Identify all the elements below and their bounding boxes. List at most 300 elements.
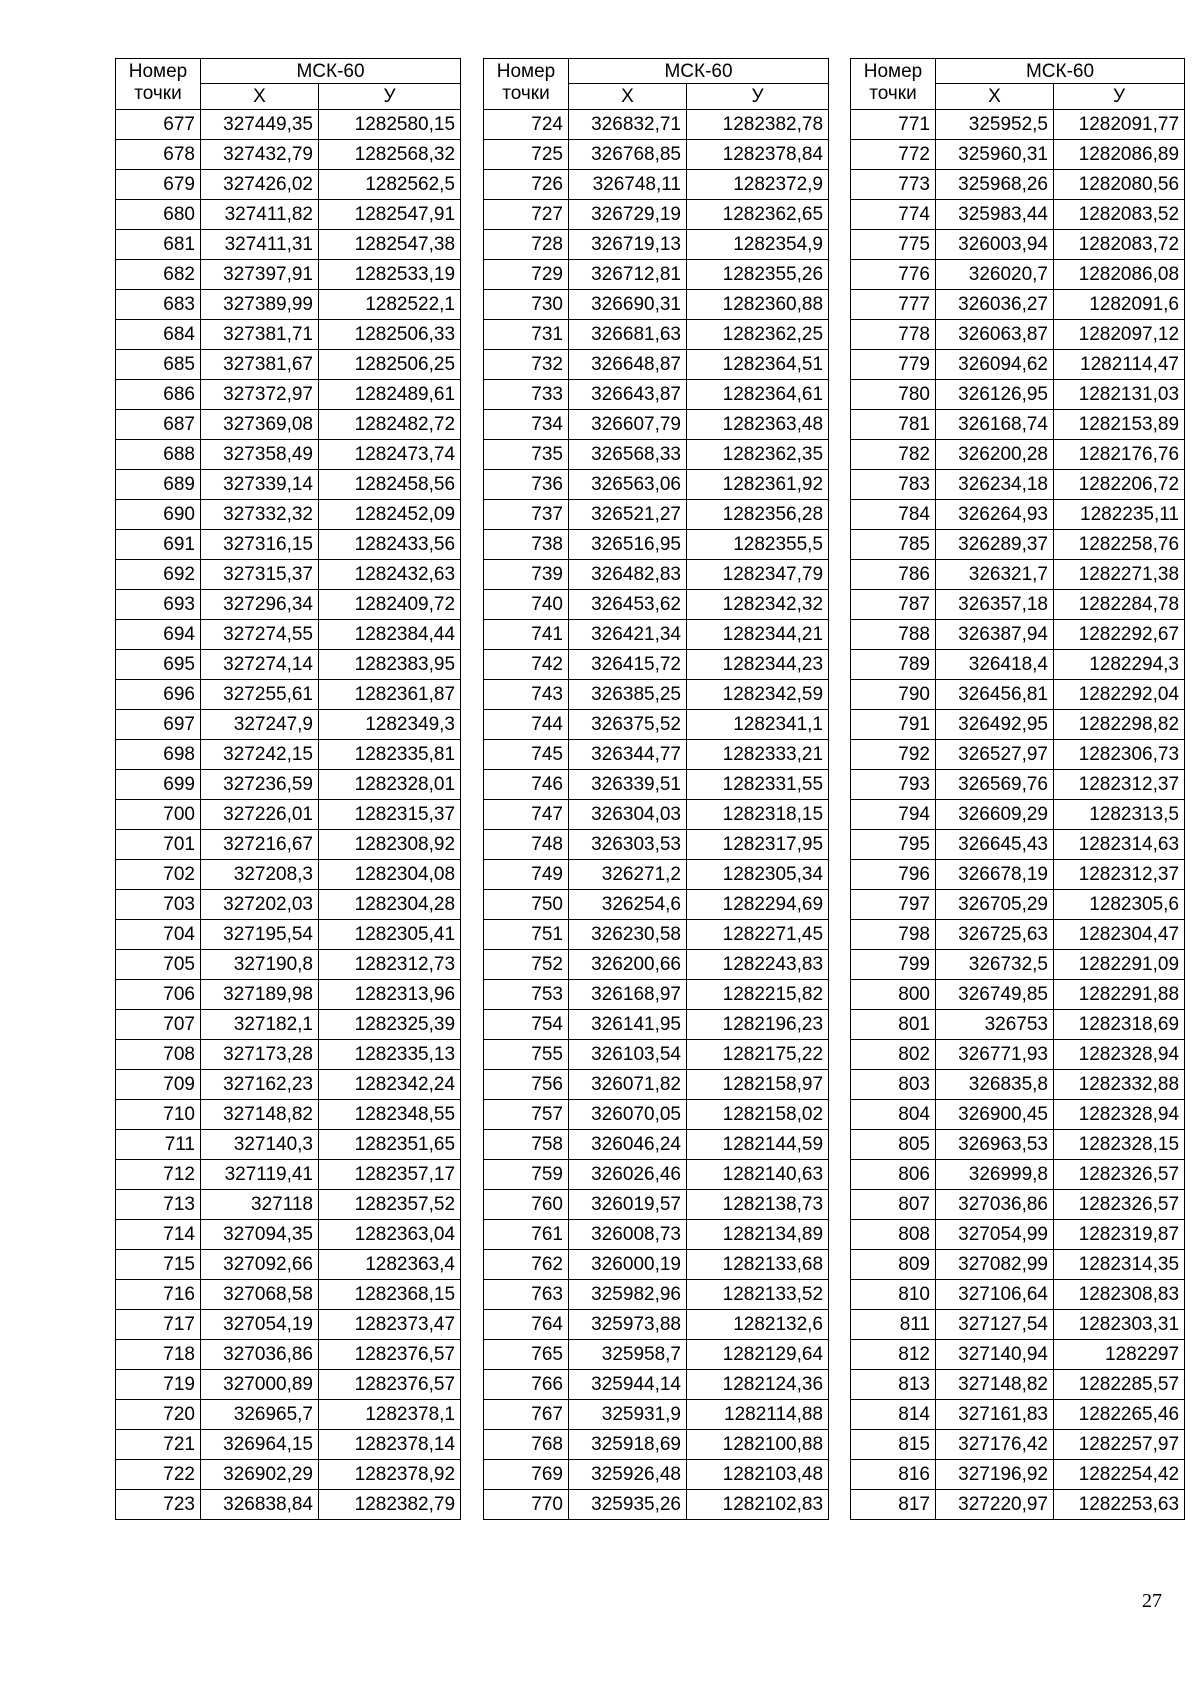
point-number-cell: 778 — [851, 320, 936, 350]
x-coordinate-cell: 325960,31 — [936, 140, 1054, 170]
y-coordinate-cell: 1282297 — [1054, 1340, 1185, 1370]
y-coordinate-cell: 1282097,12 — [1054, 320, 1185, 350]
point-number-cell: 696 — [116, 680, 201, 710]
y-coordinate-cell: 1282083,72 — [1054, 230, 1185, 260]
x-coordinate-cell: 327389,99 — [201, 290, 319, 320]
coordinate-system-header: МСК-60 — [201, 59, 461, 84]
y-coordinate-cell: 1282265,46 — [1054, 1400, 1185, 1430]
point-number-cell: 748 — [484, 830, 569, 860]
table-row — [116, 1010, 461, 1040]
point-number-cell: 687 — [116, 410, 201, 440]
table-row — [484, 440, 829, 470]
table-row — [851, 140, 1185, 170]
point-number-cell: 697 — [116, 710, 201, 740]
point-number-label: Номер точки — [863, 61, 923, 104]
x-coordinate-cell: 326070,05 — [569, 1100, 687, 1130]
point-number-cell: 735 — [484, 440, 569, 470]
coordinates-table-1 — [115, 58, 461, 1520]
x-coordinate-cell: 326046,24 — [569, 1130, 687, 1160]
x-coordinate-cell: 327255,61 — [201, 680, 319, 710]
x-coordinate-cell: 327161,83 — [936, 1400, 1054, 1430]
table-row — [851, 380, 1185, 410]
table-row — [116, 1160, 461, 1190]
x-coordinate-cell: 327189,98 — [201, 980, 319, 1010]
table-row — [116, 410, 461, 440]
table-row — [116, 470, 461, 500]
x-coordinate-cell: 327316,15 — [201, 530, 319, 560]
point-number-cell: 769 — [484, 1460, 569, 1490]
table-row — [851, 680, 1185, 710]
x-coordinate-cell: 327094,35 — [201, 1220, 319, 1250]
x-coordinate-cell: 326963,53 — [936, 1130, 1054, 1160]
x-coordinate-cell: 327036,86 — [201, 1340, 319, 1370]
y-coordinate-cell: 1282473,74 — [319, 440, 461, 470]
table-row — [851, 740, 1185, 770]
x-coordinate-cell: 326418,4 — [936, 650, 1054, 680]
table-row — [851, 1100, 1185, 1130]
y-coordinate-cell: 1282384,44 — [319, 620, 461, 650]
table-row — [484, 470, 829, 500]
y-coordinate-cell: 1282318,15 — [687, 800, 829, 830]
x-coordinate-cell: 326563,06 — [569, 470, 687, 500]
x-coordinate-cell: 326712,81 — [569, 260, 687, 290]
table-row — [851, 1010, 1185, 1040]
point-number-cell: 734 — [484, 410, 569, 440]
point-number-cell: 764 — [484, 1310, 569, 1340]
y-coordinate-cell: 1282100,88 — [687, 1430, 829, 1460]
table-row — [484, 500, 829, 530]
x-coordinate-cell: 327202,03 — [201, 890, 319, 920]
point-number-cell: 783 — [851, 470, 936, 500]
y-coordinate-cell: 1282364,51 — [687, 350, 829, 380]
table-row — [851, 200, 1185, 230]
x-coordinate-cell: 327381,67 — [201, 350, 319, 380]
y-coordinate-cell: 1282372,9 — [687, 170, 829, 200]
x-coordinate-cell: 326003,94 — [936, 230, 1054, 260]
x-coordinate-cell: 326141,95 — [569, 1010, 687, 1040]
point-number-cell: 689 — [116, 470, 201, 500]
point-number-cell: 812 — [851, 1340, 936, 1370]
point-number-cell: 787 — [851, 590, 936, 620]
x-coordinate-cell: 326607,79 — [569, 410, 687, 440]
point-number-cell: 750 — [484, 890, 569, 920]
table-row — [116, 890, 461, 920]
table-row — [116, 530, 461, 560]
x-coordinate-cell: 327176,42 — [936, 1430, 1054, 1460]
table-row — [851, 1310, 1185, 1340]
point-number-cell: 731 — [484, 320, 569, 350]
table-row — [851, 320, 1185, 350]
x-coordinate-cell: 326569,76 — [936, 770, 1054, 800]
x-column-header: Х — [569, 84, 687, 110]
x-coordinate-cell: 327432,79 — [201, 140, 319, 170]
x-coordinate-cell: 326008,73 — [569, 1220, 687, 1250]
point-number-cell: 794 — [851, 800, 936, 830]
y-coordinate-cell: 1282317,95 — [687, 830, 829, 860]
point-number-cell: 801 — [851, 1010, 936, 1040]
x-coordinate-cell: 326020,7 — [936, 260, 1054, 290]
x-coordinate-cell: 326492,95 — [936, 710, 1054, 740]
x-coordinate-cell: 326748,11 — [569, 170, 687, 200]
point-number-cell: 695 — [116, 650, 201, 680]
point-number-cell: 796 — [851, 860, 936, 890]
point-number-cell: 770 — [484, 1490, 569, 1520]
table-row — [851, 110, 1185, 140]
y-coordinate-cell: 1282376,57 — [319, 1340, 461, 1370]
point-number-cell: 814 — [851, 1400, 936, 1430]
x-coordinate-cell: 327449,35 — [201, 110, 319, 140]
y-coordinate-cell: 1282382,79 — [319, 1490, 461, 1520]
x-coordinate-cell: 327000,89 — [201, 1370, 319, 1400]
table-row — [484, 200, 829, 230]
x-coordinate-cell: 327196,92 — [936, 1460, 1054, 1490]
y-coordinate-cell: 1282253,63 — [1054, 1490, 1185, 1520]
table-row — [116, 1070, 461, 1100]
table-row — [851, 1460, 1185, 1490]
table-row — [116, 290, 461, 320]
y-coordinate-cell: 1282312,37 — [1054, 860, 1185, 890]
point-number-cell: 786 — [851, 560, 936, 590]
table-row — [484, 650, 829, 680]
point-number-cell: 699 — [116, 770, 201, 800]
y-coordinate-cell: 1282533,19 — [319, 260, 461, 290]
table-row — [116, 1370, 461, 1400]
y-coordinate-cell: 1282489,61 — [319, 380, 461, 410]
point-number-cell: 738 — [484, 530, 569, 560]
table-row — [851, 950, 1185, 980]
y-coordinate-cell: 1282318,69 — [1054, 1010, 1185, 1040]
y-coordinate-cell: 1282328,01 — [319, 770, 461, 800]
y-coordinate-cell: 1282243,83 — [687, 950, 829, 980]
y-coordinate-cell: 1282506,33 — [319, 320, 461, 350]
point-number-cell: 730 — [484, 290, 569, 320]
table-row — [484, 1400, 829, 1430]
x-coordinate-cell: 325973,88 — [569, 1310, 687, 1340]
point-number-cell: 762 — [484, 1250, 569, 1280]
x-coordinate-cell: 327140,94 — [936, 1340, 1054, 1370]
table-row — [851, 1220, 1185, 1250]
x-column-header: Х — [201, 84, 319, 110]
x-coordinate-cell: 327119,41 — [201, 1160, 319, 1190]
y-coordinate-cell: 1282298,82 — [1054, 710, 1185, 740]
y-coordinate-cell: 1282348,55 — [319, 1100, 461, 1130]
table-row — [851, 1400, 1185, 1430]
x-coordinate-cell: 327054,99 — [936, 1220, 1054, 1250]
table-row — [851, 290, 1185, 320]
point-number-cell: 736 — [484, 470, 569, 500]
table-row — [484, 170, 829, 200]
point-number-cell: 781 — [851, 410, 936, 440]
x-coordinate-cell: 327369,08 — [201, 410, 319, 440]
table-row — [484, 800, 829, 830]
point-number-cell: 742 — [484, 650, 569, 680]
point-number-cell: 682 — [116, 260, 201, 290]
point-number-cell: 714 — [116, 1220, 201, 1250]
table-row — [851, 1040, 1185, 1070]
point-number-cell: 791 — [851, 710, 936, 740]
y-coordinate-cell: 1282303,31 — [1054, 1310, 1185, 1340]
y-coordinate-cell: 1282360,88 — [687, 290, 829, 320]
x-coordinate-cell: 325968,26 — [936, 170, 1054, 200]
y-coordinate-cell: 1282292,04 — [1054, 680, 1185, 710]
table-row — [116, 860, 461, 890]
x-coordinate-cell: 326643,87 — [569, 380, 687, 410]
x-coordinate-cell: 326768,85 — [569, 140, 687, 170]
table-row — [116, 1280, 461, 1310]
y-coordinate-cell: 1282292,67 — [1054, 620, 1185, 650]
point-number-cell: 722 — [116, 1460, 201, 1490]
point-number-cell: 772 — [851, 140, 936, 170]
table-row — [851, 890, 1185, 920]
x-coordinate-cell: 326415,72 — [569, 650, 687, 680]
y-coordinate-cell: 1282254,42 — [1054, 1460, 1185, 1490]
point-number-cell: 810 — [851, 1280, 936, 1310]
x-coordinate-cell: 326729,19 — [569, 200, 687, 230]
table-row — [484, 380, 829, 410]
x-coordinate-cell: 325926,48 — [569, 1460, 687, 1490]
point-number-cell: 755 — [484, 1040, 569, 1070]
x-coordinate-cell: 326200,66 — [569, 950, 687, 980]
y-coordinate-cell: 1282131,03 — [1054, 380, 1185, 410]
y-coordinate-cell: 1282357,52 — [319, 1190, 461, 1220]
y-coordinate-cell: 1282312,73 — [319, 950, 461, 980]
table-row — [851, 230, 1185, 260]
table-row — [484, 260, 829, 290]
point-number-cell: 723 — [116, 1490, 201, 1520]
y-coordinate-cell: 1282357,17 — [319, 1160, 461, 1190]
table-row — [116, 350, 461, 380]
table-row — [484, 1010, 829, 1040]
point-number-cell: 774 — [851, 200, 936, 230]
x-coordinate-cell: 326234,18 — [936, 470, 1054, 500]
y-coordinate-cell: 1282306,73 — [1054, 740, 1185, 770]
point-number-cell: 703 — [116, 890, 201, 920]
table-row — [116, 620, 461, 650]
y-coordinate-cell: 1282133,68 — [687, 1250, 829, 1280]
y-coordinate-cell: 1282133,52 — [687, 1280, 829, 1310]
table-row — [116, 230, 461, 260]
table-row — [484, 110, 829, 140]
x-coordinate-cell: 326303,53 — [569, 830, 687, 860]
x-coordinate-cell: 326999,8 — [936, 1160, 1054, 1190]
point-number-cell: 773 — [851, 170, 936, 200]
point-number-cell: 817 — [851, 1490, 936, 1520]
point-number-cell: 757 — [484, 1100, 569, 1130]
point-number-cell: 728 — [484, 230, 569, 260]
x-coordinate-cell: 325918,69 — [569, 1430, 687, 1460]
table-row — [851, 770, 1185, 800]
x-coordinate-cell: 326264,93 — [936, 500, 1054, 530]
y-coordinate-cell: 1282140,63 — [687, 1160, 829, 1190]
y-coordinate-cell: 1282362,65 — [687, 200, 829, 230]
y-coordinate-cell: 1282258,76 — [1054, 530, 1185, 560]
y-coordinate-cell: 1282522,1 — [319, 290, 461, 320]
y-coordinate-cell: 1282080,56 — [1054, 170, 1185, 200]
table-row — [484, 410, 829, 440]
table-row — [484, 1160, 829, 1190]
table-row — [116, 1040, 461, 1070]
table-row — [116, 680, 461, 710]
table-row — [851, 710, 1185, 740]
table-row — [484, 230, 829, 260]
x-coordinate-cell: 327162,23 — [201, 1070, 319, 1100]
point-number-cell: 759 — [484, 1160, 569, 1190]
y-coordinate-cell: 1282331,55 — [687, 770, 829, 800]
point-number-cell: 789 — [851, 650, 936, 680]
point-number-cell: 808 — [851, 1220, 936, 1250]
y-coordinate-cell: 1282378,1 — [319, 1400, 461, 1430]
x-coordinate-cell: 326453,62 — [569, 590, 687, 620]
y-coordinate-cell: 1282134,89 — [687, 1220, 829, 1250]
x-coordinate-cell: 327411,82 — [201, 200, 319, 230]
y-coordinate-cell: 1282083,52 — [1054, 200, 1185, 230]
table-row — [116, 200, 461, 230]
y-coordinate-cell: 1282344,23 — [687, 650, 829, 680]
point-number-cell: 804 — [851, 1100, 936, 1130]
table-row — [484, 920, 829, 950]
point-number-cell: 706 — [116, 980, 201, 1010]
table-row — [484, 740, 829, 770]
table-row — [484, 1070, 829, 1100]
table-row — [484, 1430, 829, 1460]
table-row — [851, 800, 1185, 830]
table-row — [851, 560, 1185, 590]
point-number-cell: 802 — [851, 1040, 936, 1070]
y-coordinate-cell: 1282363,48 — [687, 410, 829, 440]
x-coordinate-cell: 327426,02 — [201, 170, 319, 200]
x-coordinate-cell: 326375,52 — [569, 710, 687, 740]
x-coordinate-cell: 327092,66 — [201, 1250, 319, 1280]
table-row — [851, 530, 1185, 560]
table-row — [851, 1190, 1185, 1220]
y-coordinate-cell: 1282328,94 — [1054, 1100, 1185, 1130]
x-coordinate-cell: 325935,26 — [569, 1490, 687, 1520]
table-row — [851, 590, 1185, 620]
x-coordinate-cell: 327315,37 — [201, 560, 319, 590]
point-number-cell: 718 — [116, 1340, 201, 1370]
y-coordinate-cell: 1282328,15 — [1054, 1130, 1185, 1160]
x-coordinate-cell: 327148,82 — [201, 1100, 319, 1130]
y-coordinate-cell: 1282304,28 — [319, 890, 461, 920]
coordinate-system-header: МСК-60 — [569, 59, 829, 84]
table-row — [484, 1310, 829, 1340]
y-coordinate-cell: 1282378,92 — [319, 1460, 461, 1490]
x-coordinate-cell: 326753 — [936, 1010, 1054, 1040]
y-coordinate-cell: 1282361,87 — [319, 680, 461, 710]
x-coordinate-cell: 326254,6 — [569, 890, 687, 920]
y-coordinate-cell: 1282308,92 — [319, 830, 461, 860]
x-coordinate-cell: 326705,29 — [936, 890, 1054, 920]
x-coordinate-cell: 326835,8 — [936, 1070, 1054, 1100]
x-coordinate-cell: 325931,9 — [569, 1400, 687, 1430]
point-number-cell: 758 — [484, 1130, 569, 1160]
x-coordinate-cell: 326200,28 — [936, 440, 1054, 470]
y-coordinate-cell: 1282158,02 — [687, 1100, 829, 1130]
x-coordinate-cell: 327372,97 — [201, 380, 319, 410]
y-coordinate-cell: 1282361,92 — [687, 470, 829, 500]
point-number-label: Номер точки — [128, 61, 188, 104]
point-number-cell: 712 — [116, 1160, 201, 1190]
point-number-cell: 768 — [484, 1430, 569, 1460]
point-number-cell: 692 — [116, 560, 201, 590]
point-number-cell: 679 — [116, 170, 201, 200]
table-row — [484, 1130, 829, 1160]
table-row — [851, 470, 1185, 500]
point-number-cell: 766 — [484, 1370, 569, 1400]
point-number-cell: 740 — [484, 590, 569, 620]
y-coordinate-cell: 1282547,38 — [319, 230, 461, 260]
x-coordinate-cell: 326719,13 — [569, 230, 687, 260]
point-number-cell: 741 — [484, 620, 569, 650]
table-row — [116, 140, 461, 170]
x-coordinate-cell: 326000,19 — [569, 1250, 687, 1280]
point-number-cell: 694 — [116, 620, 201, 650]
x-coordinate-cell: 326725,63 — [936, 920, 1054, 950]
table-row — [851, 1130, 1185, 1160]
table-row — [851, 500, 1185, 530]
table-row — [116, 830, 461, 860]
x-coordinate-cell: 326648,87 — [569, 350, 687, 380]
point-number-cell: 747 — [484, 800, 569, 830]
point-number-cell: 711 — [116, 1130, 201, 1160]
x-coordinate-cell: 326832,71 — [569, 110, 687, 140]
table-row — [851, 1490, 1185, 1520]
x-coordinate-cell: 327208,3 — [201, 860, 319, 890]
point-number-cell: 795 — [851, 830, 936, 860]
y-coordinate-cell: 1282206,72 — [1054, 470, 1185, 500]
y-coordinate-cell: 1282312,37 — [1054, 770, 1185, 800]
table-row — [484, 350, 829, 380]
y-coordinate-cell: 1282291,88 — [1054, 980, 1185, 1010]
y-coordinate-cell: 1282342,32 — [687, 590, 829, 620]
x-coordinate-cell: 327195,54 — [201, 920, 319, 950]
point-number-cell: 727 — [484, 200, 569, 230]
x-coordinate-cell: 327339,14 — [201, 470, 319, 500]
point-number-cell: 777 — [851, 290, 936, 320]
y-coordinate-cell: 1282158,97 — [687, 1070, 829, 1100]
point-number-cell: 700 — [116, 800, 201, 830]
y-coordinate-cell: 1282305,41 — [319, 920, 461, 950]
table-row — [851, 1280, 1185, 1310]
table-row — [116, 1460, 461, 1490]
point-number-cell: 729 — [484, 260, 569, 290]
point-number-cell: 800 — [851, 980, 936, 1010]
point-number-header — [116, 59, 201, 110]
point-number-cell: 754 — [484, 1010, 569, 1040]
point-number-cell: 688 — [116, 440, 201, 470]
point-number-cell: 797 — [851, 890, 936, 920]
point-number-cell: 681 — [116, 230, 201, 260]
y-coordinate-cell: 1282305,6 — [1054, 890, 1185, 920]
x-coordinate-cell: 325983,44 — [936, 200, 1054, 230]
table-row — [851, 620, 1185, 650]
point-number-header — [484, 59, 569, 110]
point-number-cell: 678 — [116, 140, 201, 170]
table-row — [851, 410, 1185, 440]
point-number-cell: 737 — [484, 500, 569, 530]
x-coordinate-cell: 327332,32 — [201, 500, 319, 530]
y-coordinate-cell: 1282562,5 — [319, 170, 461, 200]
y-coordinate-cell: 1282362,25 — [687, 320, 829, 350]
table-row — [851, 1370, 1185, 1400]
table-row — [116, 560, 461, 590]
table-row — [484, 140, 829, 170]
y-coordinate-cell: 1282354,9 — [687, 230, 829, 260]
y-coordinate-cell: 1282103,48 — [687, 1460, 829, 1490]
x-coordinate-cell: 327148,82 — [936, 1370, 1054, 1400]
x-coordinate-cell: 326271,2 — [569, 860, 687, 890]
table-row — [484, 590, 829, 620]
